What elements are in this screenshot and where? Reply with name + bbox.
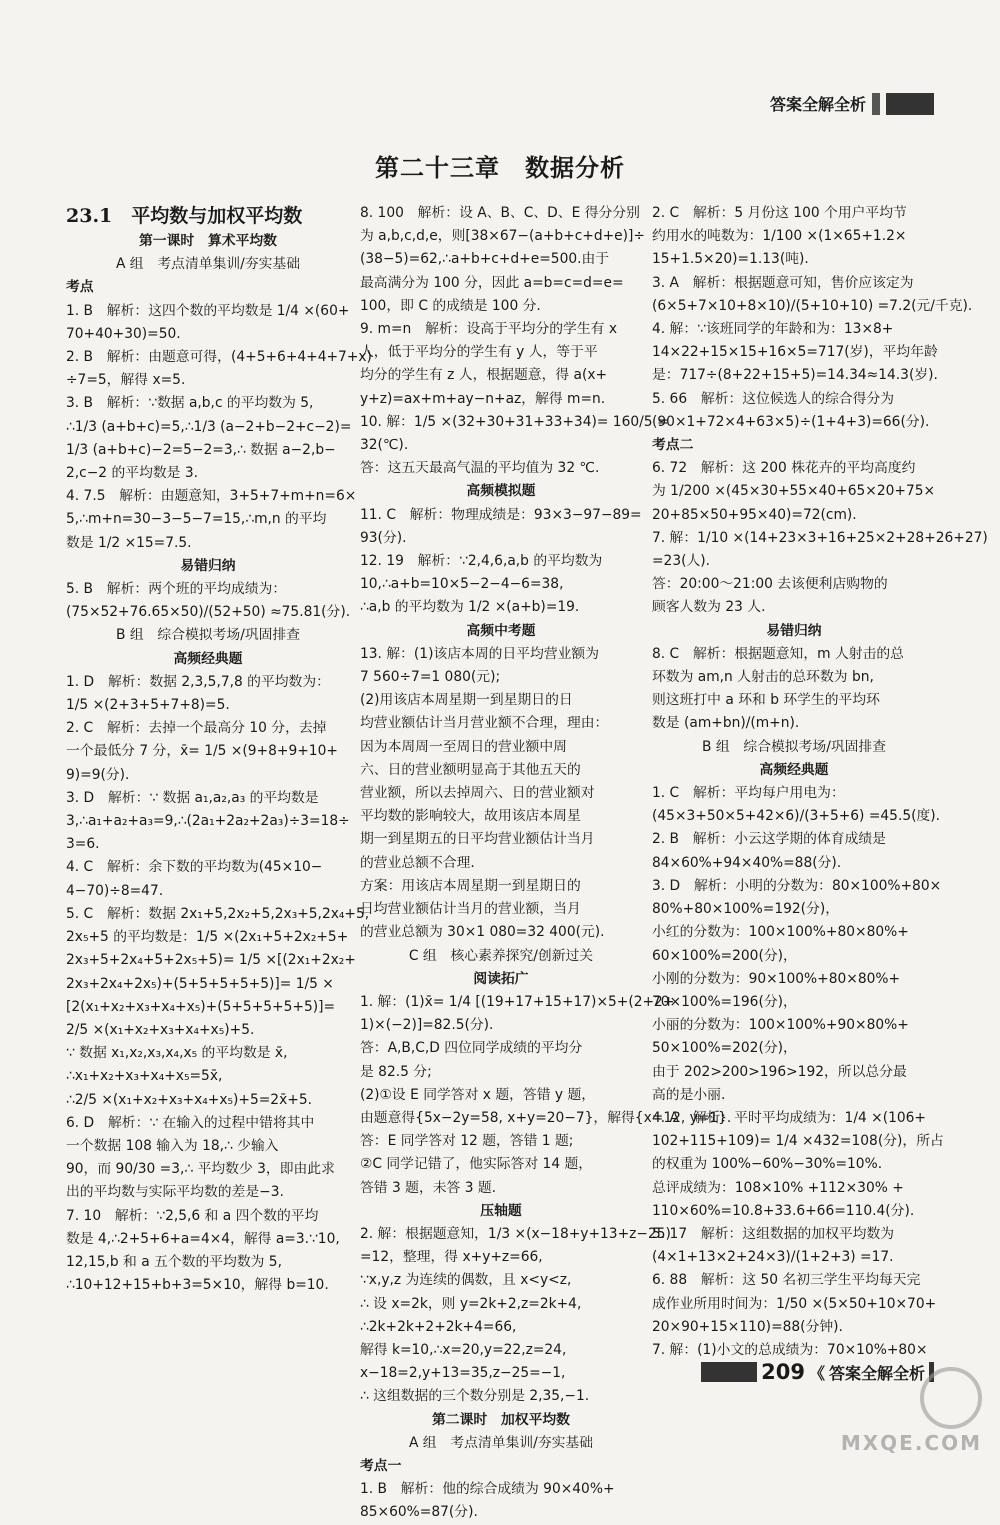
answer-line: 人，低于平均分的学生有 y 人，等于平: [360, 344, 598, 361]
answer-line: 5,∴m+n=30−3−5−7=15,∴m,n 的平均: [66, 511, 327, 528]
answer-line: 13. 解：(1)该店本周的日平均营业额为: [360, 645, 600, 662]
answer-line: 11. C 解析：物理成绩是：93×3−97−89=: [360, 506, 642, 523]
answer-line: 数是 1/2 ×15=7.5.: [66, 534, 192, 551]
section-title: 23.1 平均数与加权平均数: [66, 205, 303, 227]
answer-line: 2,c−2 的平均数是 3.: [66, 465, 199, 482]
answer-line: 1. B 解析：他的综合成绩为 90×40%+: [360, 1481, 615, 1498]
answer-line: 70+40+30)=50.: [66, 325, 181, 342]
answer-line: 60×100%=200(分)，: [652, 947, 797, 964]
sub-heading: 第一课时 算术平均数: [139, 233, 277, 249]
answer-line: 2. C 解析：去掉一个最高分 10 分，去掉: [66, 720, 327, 737]
answer-line: 70×100%=196(分)，: [652, 993, 797, 1010]
header-bar: [770, 92, 934, 115]
answer-line: 小丽的分数为：100×100%+90×80%+: [652, 1017, 909, 1034]
footer-label: 答案全解全析: [828, 1363, 925, 1383]
answer-line: 答错 3 题，未答 3 题.: [360, 1179, 497, 1196]
answer-line: (4×1+13×2+24×3)/(1+2+3) =17.: [652, 1249, 894, 1266]
answer-line: 成作业所用时间为：1/50 ×(5×50+10×70+: [652, 1295, 937, 1312]
answer-line: 14×22+15×15+16×5=717(岁)，平均年龄: [652, 344, 938, 361]
answer-line: 1. 解：(1)x̄= 1/4 [(19+17+15+17)×5+(2+2+: [360, 993, 675, 1010]
answer-line: 15+1.5×20)=1.13(吨).: [652, 251, 809, 268]
answer-line: 32(℃).: [360, 437, 409, 454]
answer-line: 数是 4,∴2+5+6+a=4×4，解得 a=3.∵10,: [66, 1230, 340, 1247]
answer-line: 3=6.: [66, 836, 100, 853]
chapter-title: 第二十三章 数据分析: [375, 153, 625, 182]
answer-line: 营业额，所以去掉周六、日的营业额对: [360, 785, 595, 802]
answer-line: 4. 7.5 解析：由题意知，3+5+7+m+n=6×: [66, 488, 357, 505]
answer-line: =23(人).: [652, 553, 711, 570]
answer-line: 3. A 解析：根据题意可知，售价应该定为: [652, 274, 914, 291]
answer-line: 期一到星期五的日平均营业额估计当月: [360, 831, 595, 848]
answer-line: 小红的分数为：100×100%+80×80%+: [652, 924, 909, 941]
answer-line: 110×60%=10.8+33.6+66=110.4(分).: [652, 1202, 915, 1219]
answer-line: 答：E 同学答对 12 题，答错 1 题;: [360, 1133, 574, 1150]
answer-line: 10,∴a+b=10×5−2−4−6=38,: [360, 576, 564, 593]
answer-line: 则这班打中 a 环和 b 环学生的平均环: [652, 692, 880, 709]
answer-line: 7. 解：(1)小文的总成绩为：70×10%+80×: [652, 1341, 928, 1358]
answer-line: 1. C 解析：平均每户用电为：: [652, 785, 845, 802]
answer-line: 解得 k=10,∴x=20,y=22,z=24,: [360, 1341, 567, 1358]
watermark: [841, 1367, 982, 1455]
answer-line: 顾客人数为 23 人.: [652, 599, 766, 616]
answer-line: 100，即 C 的成绩是 100 分.: [360, 297, 541, 314]
answer-line: 的营业总额为 30×1 080=32 400(元).: [360, 924, 605, 941]
answer-line: 102+115+109)= 1/4 ×432=108(分)，所占: [652, 1133, 944, 1150]
answer-line: 90，而 90/30 =3,∴ 平均数少 3，即由此求: [66, 1161, 335, 1178]
answer-line: 答：这五天最高气温的平均值为 32 ℃.: [360, 460, 600, 477]
answer-line: 3. D 解析：小明的分数为：80×100%+80×: [652, 877, 942, 894]
answer-line: x−18=2,y+13=35,z−25=−1,: [360, 1365, 566, 1382]
answer-line: 日均营业额估计当月的营业额，当月: [360, 901, 581, 918]
answer-line: 均分的学生有 z 人，根据题意，得 a(x+: [360, 367, 608, 384]
answer-line: 6. D 解析：∵ 在输入的过程中错将其中: [66, 1114, 315, 1131]
answer-line: 5. 17 解析：这组数据的加权平均数为: [652, 1225, 895, 1242]
answer-line: 数是 (am+bn)/(m+n).: [652, 715, 800, 732]
header-block: [886, 93, 934, 115]
answer-line: 答：20:00～21:00 去该便利店购物的: [652, 576, 888, 593]
answer-line: 因为本周周一至周日的营业额中周: [360, 738, 567, 755]
answer-line: (2)①设 E 同学答对 x 题，答错 y 题，: [360, 1086, 596, 1103]
group-heading: B 组 综合模拟考场/巩固排查: [115, 627, 301, 644]
sub-heading: 第二课时 加权平均数: [432, 1411, 570, 1428]
answer-line: 9. m=n 解析：设高于平均分的学生有 x: [360, 321, 617, 338]
watermark-text: MXQE.COM: [840, 1431, 982, 1455]
answer-line: (6×5+7×10+8×10)/(5+10+10) =7.2(元/千克).: [652, 297, 973, 314]
answer-line: ∴ 设 x=2k，则 y=2k+2,z=2k+4,: [360, 1295, 582, 1312]
answer-line: 8. C 解析：根据题意知，m 人射击的总: [652, 645, 904, 662]
page-number: 209: [761, 1360, 805, 1384]
answer-line: ∴ 这组数据的三个数分别是 2,35,−1.: [360, 1388, 590, 1405]
answer-line: 是 82.5 分;: [360, 1063, 432, 1080]
answer-line: 由题意得{5x−2y=58, x+y=20−7}，解得{x=12, y=1}.: [360, 1109, 732, 1126]
watermark-seal-icon: [920, 1367, 982, 1429]
answer-line: 平均数的影响较大，故用该店本周星: [360, 808, 581, 825]
answer-line: 6. 88 解析：这 50 名初三学生平均每天完: [652, 1272, 921, 1289]
answer-line: (75×52+76.65×50)/(52+50) ≈75.81(分).: [66, 604, 351, 621]
answer-line: (90×1+72×4+63×5)÷(1+4+3)=66(分).: [652, 413, 930, 430]
header-title: 答案全解全析: [769, 95, 866, 114]
column-left: [66, 202, 372, 1297]
answer-line: ∵ 数据 x₁,x₂,x₃,x₄,x₅ 的平均数是 x̄,: [66, 1045, 288, 1062]
answer-line: 93(分).: [360, 529, 407, 546]
answer-line: y+z)=ax+m+ay−n+az，解得 m=n.: [360, 390, 606, 407]
answer-line: (2)用该店本周星期一到星期日的日: [360, 692, 573, 709]
column-right: [652, 202, 988, 1362]
header-divider: [872, 93, 880, 115]
answer-line: 为 1/200 ×(45×30+55×40+65×20+75×: [652, 483, 936, 500]
answer-line: 9)=9(分).: [66, 766, 130, 783]
answer-line: ∴2/5 ×(x₁+x₂+x₃+x₄+x₅)+5=2x̄+5.: [66, 1091, 312, 1108]
answer-line: 出的平均数与实际平均数的差是−3.: [66, 1184, 284, 1201]
answer-line: ∴a,b 的平均数为 1/2 ×(a+b)=19.: [360, 599, 580, 616]
answer-line: =12，整理，得 x+y+z=66,: [360, 1249, 543, 1266]
answer-line: ∴x₁+x₂+x₃+x₄+x₅=5x̄,: [66, 1068, 223, 1085]
answer-line: 4. C 解析：余下数的平均数为(45×10−: [66, 859, 323, 876]
answer-line: 20×90+15×110)=88(分钟).: [652, 1318, 843, 1335]
answer-line: 一个数据 108 输入为 18,∴ 少输入: [66, 1137, 279, 1154]
answer-line: 高的是小丽.: [652, 1086, 726, 1103]
answer-line: 6. 72 解析：这 200 株花卉的平均高度约: [652, 460, 916, 477]
answer-line: 85×60%=87(分).: [360, 1504, 478, 1521]
answer-line: 1. B 解析：这四个数的平均数是 1/4 ×(60+: [66, 302, 350, 319]
sub-heading: 易错归纳: [766, 622, 822, 639]
answer-line: 2x₃+5+2x₄+5+2x₅+5)= 1/5 ×[(2x₁+2x₂+: [66, 952, 356, 969]
answer-line: 3. B 解析：∵数据 a,b,c 的平均数为 5,: [66, 395, 314, 412]
answer-line: 1/3 (a+b+c)−2=5−2=3,∴ 数据 a−2,b−: [66, 441, 336, 458]
topic-label: 考点二: [652, 437, 694, 454]
answer-line: 2. B 解析：小云这学期的体育成绩是: [652, 831, 886, 848]
answer-line: 4. A 解析：平时平均成绩为：1/4 ×(106+: [652, 1109, 926, 1126]
answer-line: ②C 同学记错了，他实际答对 14 题，: [360, 1156, 593, 1173]
answer-line: 1/5 ×(2+3+5+7+8)=5.: [66, 697, 230, 714]
answer-line: 50×100%=202(分)，: [652, 1040, 797, 1057]
topic-label: 考点: [66, 279, 94, 296]
answer-line: 10. 解：1/5 ×(32+30+31+33+34)= 160/5 =: [360, 413, 669, 430]
answer-line: 84×60%+94×40%=88(分).: [652, 854, 842, 871]
answer-line: 20+85×50+95×40)=72(cm).: [652, 506, 857, 523]
answer-line: 2. B 解析：由题意可得，(4+5+6+4+4+7+x): [66, 349, 372, 366]
answer-line: 一个最低分 7 分，x̄= 1/5 ×(9+8+9+10+: [66, 743, 338, 760]
answer-line: 是：717÷(8+22+15+5)=14.34≈14.3(岁).: [652, 367, 938, 384]
group-heading: A 组 考点清单集训/夯实基础: [115, 256, 301, 273]
answer-line: 2x₅+5 的平均数是：1/5 ×(2x₁+5+2x₂+5+: [66, 929, 349, 946]
answer-line: 1)×(−2)]=82.5(分).: [360, 1017, 494, 1034]
answer-line: 12. 19 解析：∵2,4,6,a,b 的平均数为: [360, 553, 603, 570]
answer-line: 7. 解：1/10 ×(14+23×3+16+25×2+28+26+27): [652, 529, 988, 546]
answer-line: 答：A,B,C,D 四位同学成绩的平均分: [360, 1040, 583, 1057]
answer-line: 1. D 解析：数据 2,3,5,7,8 的平均数为：: [66, 673, 330, 690]
answer-line: 2. C 解析：5 月份这 100 个用户平均节: [652, 205, 907, 221]
answer-line: 4. 解：∵该班同学的年龄和为：13×8+: [652, 321, 894, 338]
answer-line: ∴10+12+15+b+3=5×10，解得 b=10.: [66, 1277, 329, 1294]
answer-line: 方案：用该店本周星期一到星期日的: [360, 877, 581, 894]
sub-heading: 压轴题: [480, 1202, 522, 1219]
sub-heading: 高频经典题: [173, 650, 243, 667]
answer-line: 2. 解：根据题意知，1/3 ×(x−18+y+13+z−25): [360, 1225, 671, 1242]
answer-line: 3. D 解析：∵ 数据 a₁,a₂,a₃ 的平均数是: [66, 789, 319, 806]
answer-line: 均营业额估计当月营业额不合理，理由：: [360, 715, 609, 732]
answer-line: (38−5)=62,∴a+b+c+d+e=500.由于: [360, 251, 610, 268]
sub-heading: 阅读拓广: [473, 970, 529, 987]
answer-line: 为 a,b,c,d,e，则[38×67−(a+b+c+d+e)]÷: [360, 228, 645, 245]
answer-line: 4−70)÷8=47.: [66, 882, 164, 899]
answer-line: 12,15,b 和 a 五个数的平均数为 5,: [66, 1253, 282, 1270]
answer-line: ÷7=5，解得 x=5.: [66, 372, 186, 389]
answer-line: 约用水的吨数为：1/100 ×(1×65+1.2×: [652, 228, 907, 245]
answer-line: (45×3+50×5+42×6)/(3+5+6) =45.5(度).: [652, 808, 941, 825]
group-heading: B 组 综合模拟考场/巩固排查: [701, 738, 887, 755]
answer-line: 小刚的分数为：90×100%+80×80%+: [652, 970, 901, 987]
answer-line: 2x₃+2x₄+2x₅)+(5+5+5+5+5)]= 1/5 ×: [66, 975, 334, 992]
answer-line: 最高满分为 100 分，因此 a=b=c=d=e=: [360, 274, 624, 291]
answer-line: 3,∴a₁+a₂+a₃=9,∴(2a₁+2a₂+2a₃)÷3=18÷: [66, 813, 350, 830]
answer-line: 的权重为 100%−60%−30%=10%.: [652, 1156, 883, 1173]
answer-line: 总评成绩为：108×10% +112×30% +: [652, 1179, 904, 1196]
answer-line: ∴2k+2k+2+2k+4=66,: [360, 1318, 517, 1335]
answer-line: 80%+80×100%=192(分)，: [652, 901, 840, 918]
group-heading: A 组 考点清单集训/夯实基础: [408, 1434, 594, 1451]
answer-line: 2/5 ×(x₁+x₂+x₃+x₄+x₅)+5.: [66, 1021, 255, 1038]
answer-line: 由于 202>200>196>192，所以总分最: [652, 1063, 907, 1080]
answer-line: 7 560÷7=1 080(元);: [360, 669, 501, 686]
answer-line: 5. B 解析：两个班的平均成绩为：: [66, 581, 287, 598]
answer-line: ∴1/3 (a+b+c)=5,∴1/3 (a−2+b−2+c−2)=: [66, 418, 352, 435]
answer-line: 8. 100 解析：设 A、B、C、D、E 得分分别: [360, 205, 640, 221]
answer-line: [2(x₁+x₂+x₃+x₄+x₅)+(5+5+5+5+5)]=: [66, 998, 336, 1015]
answer-line: 7. 10 解析：∵2,5,6 和 a 四个数的平均: [66, 1207, 319, 1224]
answer-line: 5. 66 解析：这位候选人的综合得分为: [652, 390, 895, 407]
sub-heading: 高频经典题: [759, 761, 829, 778]
group-heading: C 组 核心素养探究/创新过关: [408, 947, 594, 964]
sub-heading: 易错归纳: [180, 557, 236, 574]
footer-chevrons: 《: [808, 1363, 825, 1383]
sub-heading: 高频模拟题: [466, 483, 536, 500]
answer-line: ∵x,y,z 为连续的偶数，且 x<y<z,: [360, 1272, 572, 1289]
answer-line: 的营业总额不合理.: [360, 854, 475, 871]
footer-block: [701, 1362, 757, 1382]
answer-line: 六、日的营业额明显高于其他五天的: [360, 761, 581, 778]
topic-label: 考点一: [360, 1457, 402, 1474]
sub-heading: 高频中考题: [466, 622, 536, 639]
answer-line: 5. C 解析：数据 2x₁+5,2x₂+5,2x₃+5,2x₄+5,: [66, 905, 370, 922]
answer-line: 环数为 am,n 人射击的总环数为 bn,: [652, 669, 874, 686]
